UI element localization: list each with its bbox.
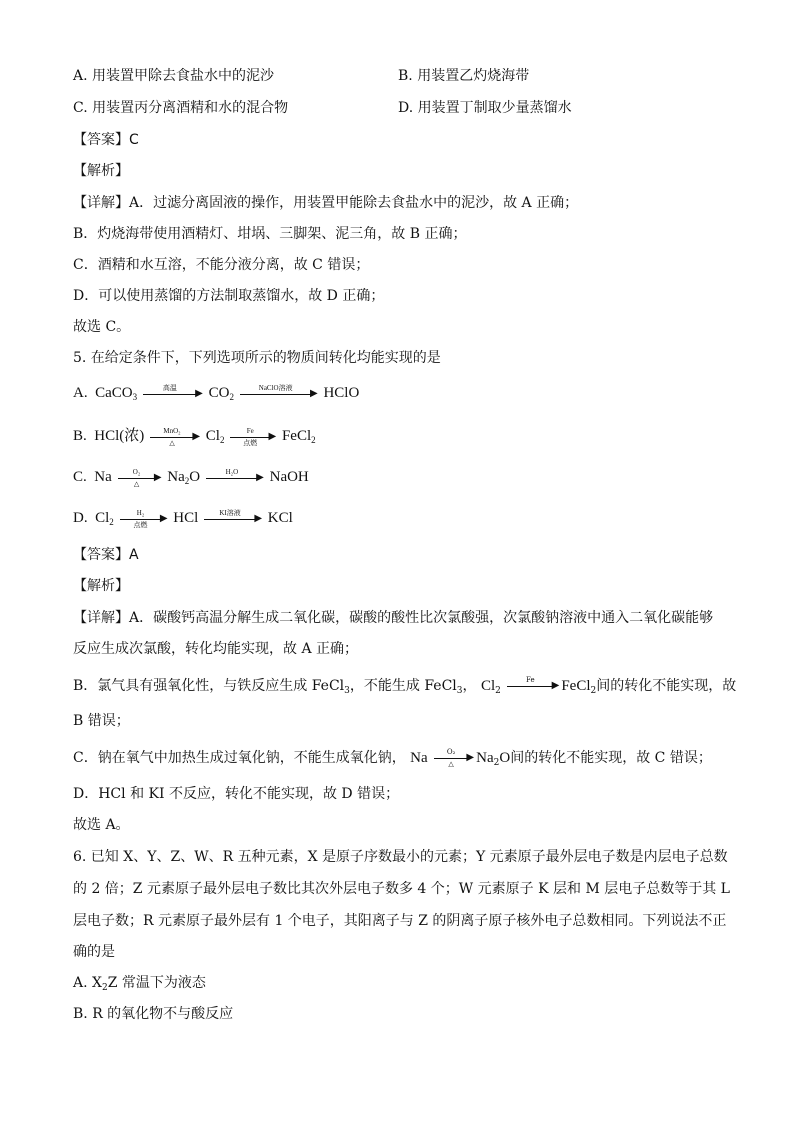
q6-stem-line-3: 层电子数；R 元素原子最外层有 1 个电子，其阳离子与 Z 的阴离子原子核外电子总数相同。下列说法不正 [73,913,727,929]
q4-detail-line-1: 【详解】A．过滤分离固液的操作，用装置甲能除去食盐水中的泥沙，故 A 正确； [73,195,579,211]
product: KCl [267,510,293,526]
q5-detail-line-3 [73,676,736,696]
q4-analysis-heading: 【解析】 [73,163,129,179]
arrow-condition: 高温 [162,383,177,392]
q5-option-b [73,426,316,447]
arrow-condition: △ [448,760,454,768]
arrow-condition: H₂O [225,467,239,476]
text: A. X [73,975,102,991]
intermediate: Cl [205,428,220,444]
subscript: 2 [493,758,500,768]
arrow-condition: MnO₂ [163,426,181,435]
text: 间的转化不能实现，故 [596,678,737,694]
q6-stem-line-1: 6. 已知 X、Y、Z、W、R 五种元素，X 是原子序数最小的元素；Y 元素原子最外层电子数是内层电子总数 [73,849,728,865]
q4-detail-line-4: D．可以使用蒸馏的方法制取蒸馏水，故 D 正确； [73,288,385,304]
subscript: 2 [109,517,114,527]
product: NaOH [269,469,309,485]
q4-option-d: D. 用装置丁制取少量蒸馏水 [398,100,572,116]
q5-detail-line-6: D．HCl 和 KI 不反应，转化不能实现，故 D 错误； [73,786,400,802]
q5-detail-line-1: 【详解】A．碳酸钙高温分解生成二氧化碳，碳酸的酸性比次氯酸强，次氯酸钠溶液中通入二氧化碳能够 [73,610,714,626]
arrow-condition: O₂ [446,748,456,756]
reaction-arrow: Fe ▶ 点燃 [230,427,276,447]
q5-option-c [73,467,309,488]
reactant: CaCO [95,385,133,401]
subscript: 2 [101,983,108,993]
reactant: Na [94,469,112,485]
q5-detail-line-2: 反应生成次氯酸，转化均能实现，故 A 正确； [73,641,359,657]
subscript: 3 [344,686,350,696]
text: Z 常温下为液态 [107,975,206,991]
q5-answer: 【答案】A [73,547,139,563]
option-label: C. [73,469,87,485]
q5-option-a [73,383,359,404]
reaction-arrow: H₂ ▶ 点燃 [120,509,168,529]
formula: Na [410,750,428,766]
product: FeCl [281,428,312,444]
formula: Na [476,750,494,766]
reactant: HCl(浓) [94,428,145,444]
text: 间的转化不能实现，故 C 错误； [510,750,712,766]
q6-option-a [73,973,206,993]
q5-conclusion: 故选 A。 [73,817,130,833]
subscript: 2 [311,435,316,445]
q5-detail-line-4: B 错误； [73,713,130,729]
subscript: 3 [456,686,463,696]
reaction-arrow: O₂ ▶ △ [434,748,474,768]
reaction-arrow: O₂ ▶ △ [118,468,162,488]
arrow-condition: O₂ [132,467,141,476]
option-label: D. [73,510,88,526]
q4-conclusion: 故选 C。 [73,319,131,335]
q4-detail-line-2: B．灼烧海带使用酒精灯、坩埚、三脚架、泥三角，故 B 正确； [73,226,467,242]
reaction-arrow: H₂O ▶ [206,468,264,488]
intermediate: Na [167,469,185,485]
q6-stem-line-2: 的 2 倍；Z 元素原子最外层电子数比其次外层电子数多 4 个；W 元素原子 K 层和 M 层电子总数等于其 L [73,881,730,897]
reaction-arrow: MnO₂ ▶ △ [150,427,200,447]
q5-detail-line-5 [73,748,712,768]
option-label: A. [73,385,88,401]
text: ，不能生成 FeCl [349,678,457,694]
q5-option-d [73,508,293,529]
q4-option-b: B. 用装置乙灼烧海带 [398,68,530,84]
reaction-arrow: 高温 ▶ [143,384,203,404]
q5-stem: 5. 在给定条件下，下列选项所示的物质间转化均能实现的是 [73,350,441,366]
reaction-arrow: Fe ▶ [507,676,559,696]
arrow-condition: △ [133,479,140,488]
subscript: 2 [590,686,597,696]
option-label: B. [73,428,87,444]
reactant: Cl [95,510,110,526]
text: ， [462,678,477,694]
q4-option-c: C. 用装置丙分离酒精和水的混合物 [73,100,289,116]
intermediate-tail: O [189,469,201,485]
arrow-condition: Fe [526,676,535,684]
formula: Cl [480,678,496,694]
arrow-condition: Fe [246,426,254,435]
arrow-condition: 点燃 [243,438,258,447]
arrow-condition: △ [169,438,175,447]
arrow-condition: 点燃 [133,520,148,529]
formula: FeCl [561,678,591,694]
arrow-condition: KI溶液 [219,508,241,517]
arrow-condition: NaClO溶液 [258,383,293,392]
intermediate: CO [208,385,230,401]
subscript: 2 [229,392,234,402]
q6-stem-line-4: 确的是 [73,944,115,960]
product: HClO [323,385,360,401]
q4-detail-line-3: C．酒精和水互溶，不能分液分离，故 C 错误； [73,257,370,273]
subscript: 2 [219,435,225,445]
arrow-condition: H₂ [136,508,145,517]
intermediate: HCl [173,510,199,526]
reaction-arrow: NaClO溶液 ▶ [240,384,318,404]
q4-option-a: A. 用装置甲除去食盐水中的泥沙 [73,68,275,84]
subscript: 2 [495,686,501,696]
q6-option-b: B. R 的氧化物不与酸反应 [73,1006,234,1022]
text: B．氯气具有强氧化性，与铁反应生成 FeCl [73,678,345,694]
reaction-arrow: KI溶液 ▶ [204,509,262,529]
subscript: 3 [132,392,138,402]
formula: O [499,750,511,766]
text: C．钠在氧气中加热生成过氧化钠，不能生成氧化钠， [73,750,406,766]
q5-analysis-heading: 【解析】 [73,578,129,594]
q4-answer: 【答案】C [73,132,139,148]
subscript: 2 [184,476,190,486]
